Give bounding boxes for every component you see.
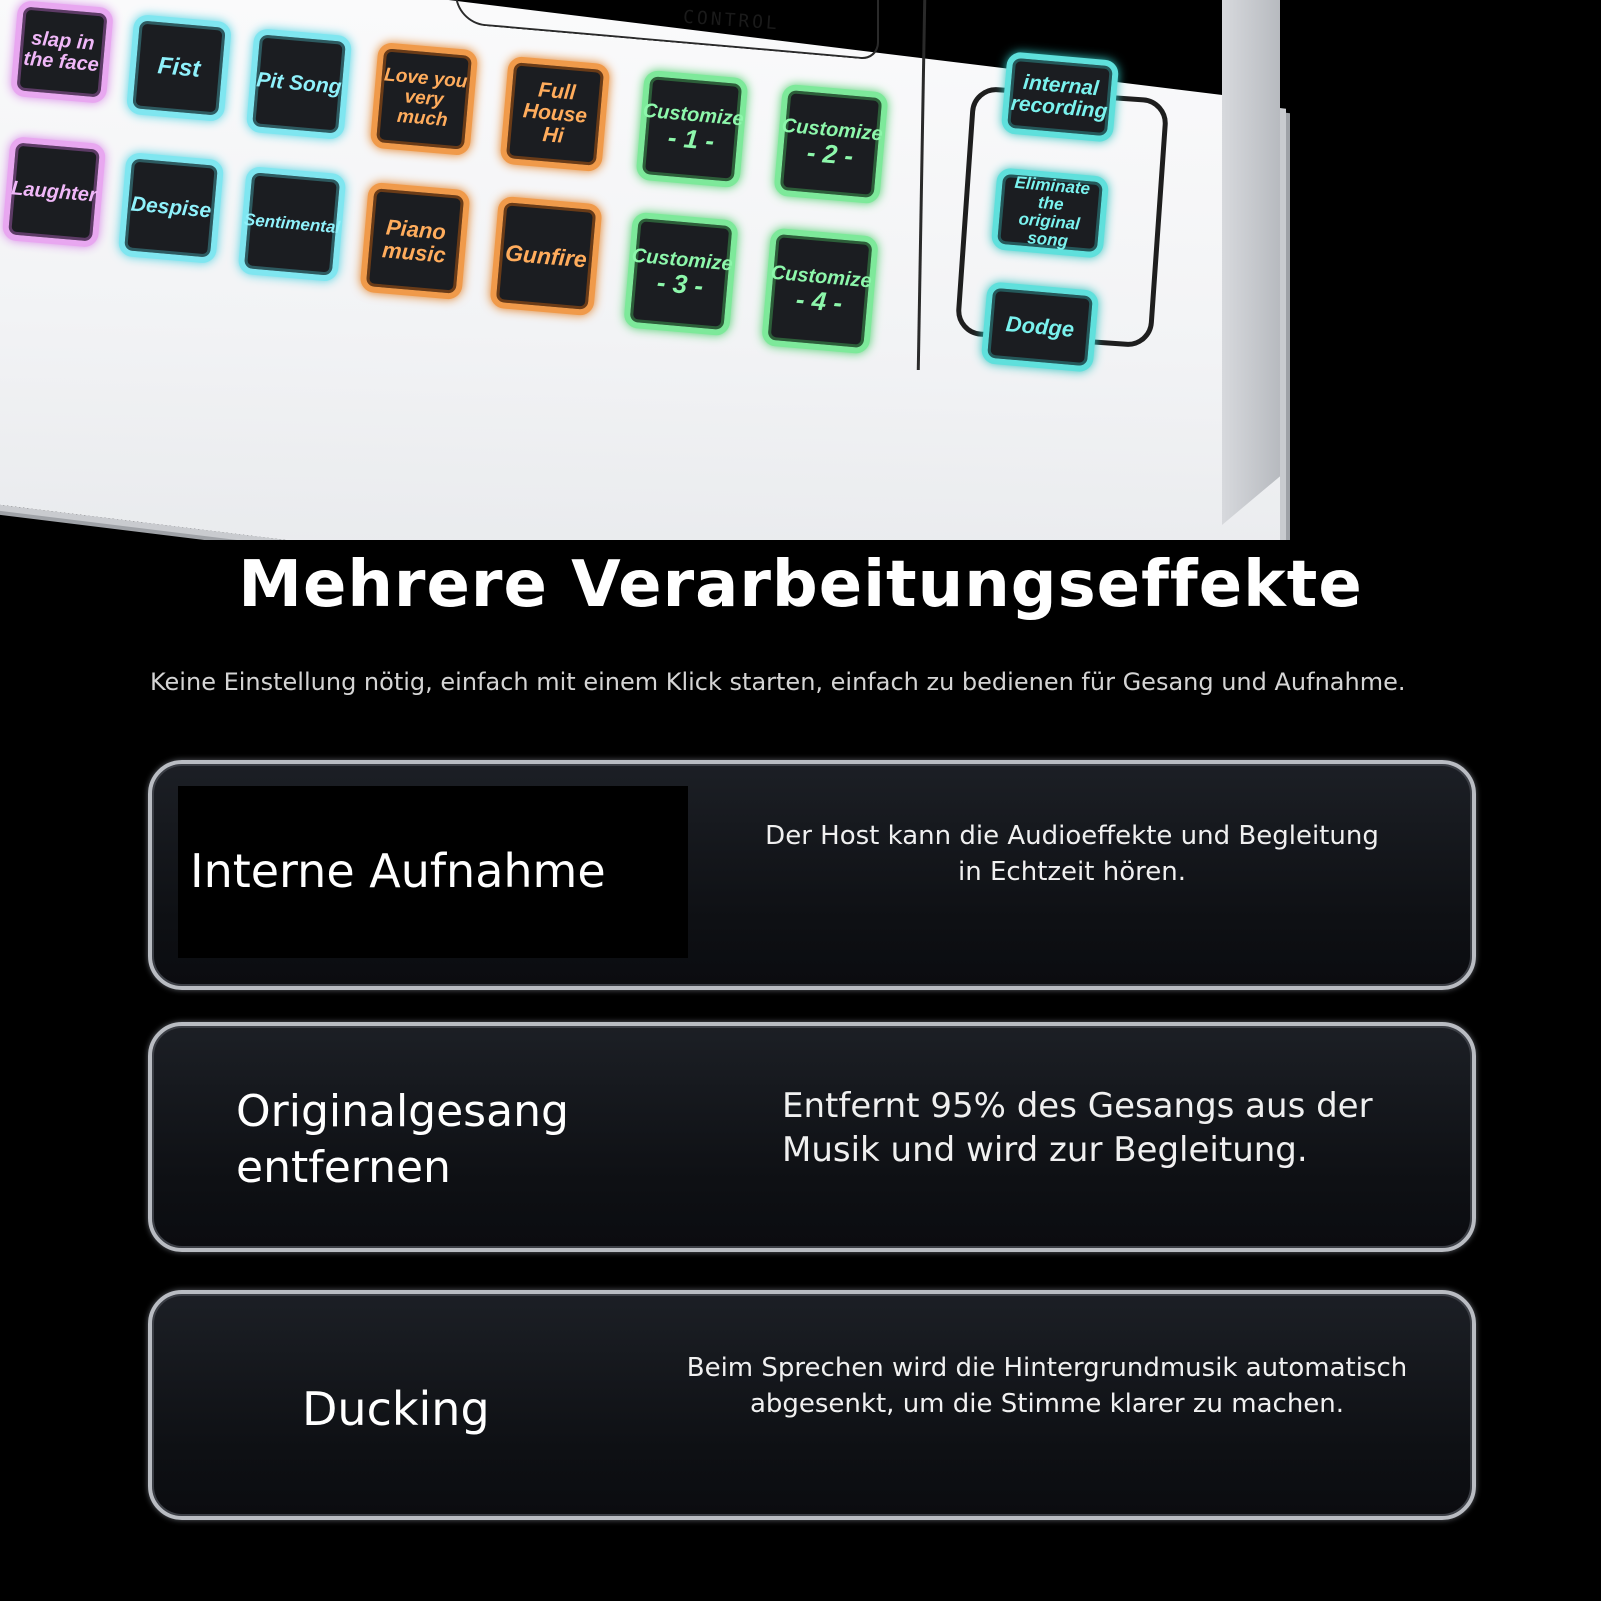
- pad-pit-song[interactable]: Pit Song: [246, 28, 353, 140]
- page-title: Mehrere Verarbeitungseffekte: [238, 548, 1363, 622]
- feature-card-ducking: [148, 1290, 1476, 1520]
- pad-gunfire[interactable]: Gunfire: [489, 196, 602, 317]
- pad-love-you-very-much[interactable]: Love you very much: [370, 42, 479, 156]
- pad-internal-recording[interactable]: internal recording: [1001, 51, 1120, 142]
- pad-customize-1[interactable]: Customize - 1 -: [635, 70, 748, 189]
- pad-dodge[interactable]: Dodge: [981, 281, 1100, 372]
- pad-full-house-hi[interactable]: Full House Hi: [499, 56, 610, 172]
- device-side-edge: [1222, 0, 1280, 525]
- pad-piano-music[interactable]: Piano music: [359, 182, 470, 300]
- feature-card-remove-original-vocals: [148, 1022, 1476, 1252]
- feature-title: Interne Aufnahme: [190, 844, 606, 898]
- control-label: CONTROL: [682, 6, 781, 35]
- feature-title: Ducking: [302, 1382, 490, 1436]
- pad-laughter[interactable]: Laughter: [2, 136, 107, 248]
- feature-card-internal-recording: [148, 760, 1476, 990]
- sound-card-device: [0, 0, 1601, 540]
- page-subtitle: Keine Einstellung nötig, einfach mit einem Klick starten, einfach zu bedienen für Gesang und Aufnahme.: [150, 668, 1406, 696]
- pad-customize-4[interactable]: Customize - 4 -: [761, 228, 879, 355]
- pad-despise[interactable]: Despise: [118, 152, 225, 264]
- pad-eliminate-original-song[interactable]: Eliminate the original song: [991, 167, 1110, 258]
- feature-description: Der Host kann die Audioeffekte und Begleitung in Echtzeit hören.: [765, 821, 1379, 887]
- feature-description: Entfernt 95% des Gesangs aus der Musik und wird zur Begleitung.: [782, 1086, 1373, 1170]
- pad-customize-3[interactable]: Customize - 3 -: [623, 212, 739, 337]
- pad-slap-in-the-face[interactable]: slap in the face: [10, 0, 114, 104]
- pad-customize-2[interactable]: Customize - 2 -: [773, 84, 888, 205]
- pad-fist[interactable]: Fist: [126, 14, 232, 122]
- pad-sentimental[interactable]: Sentimental: [237, 166, 346, 282]
- feature-description: Beim Sprechen wird die Hintergrundmusik automatisch abgesenkt, um die Stimme klarer zu machen.: [686, 1353, 1408, 1419]
- feature-title: Originalgesang entfernen: [236, 1086, 569, 1193]
